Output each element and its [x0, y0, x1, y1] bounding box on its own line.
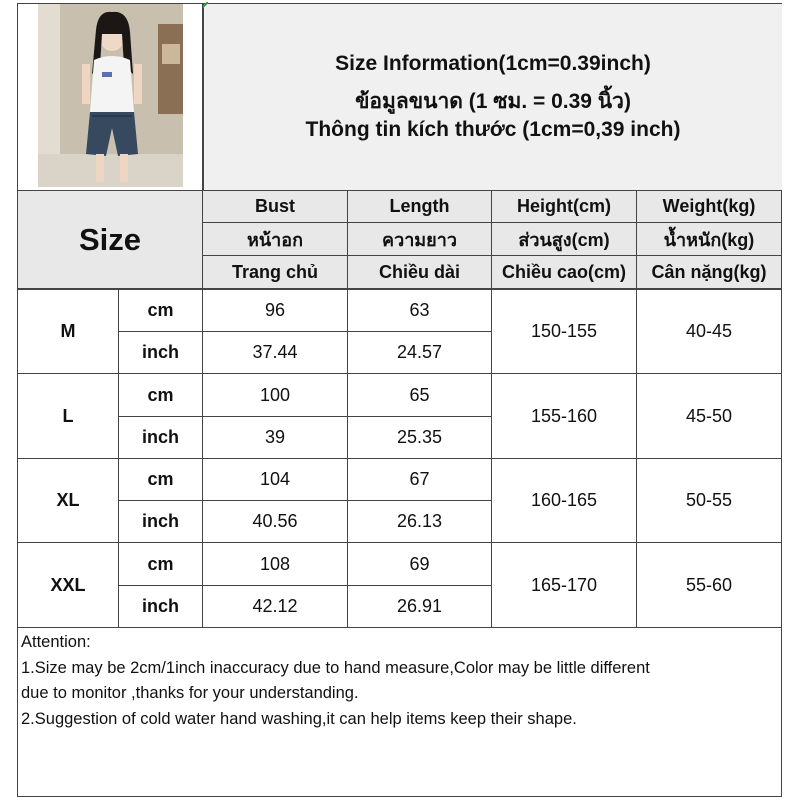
- weight-range: 45-50: [685, 405, 733, 426]
- grid-line: [17, 542, 782, 543]
- col-length-en: Length: [348, 191, 491, 222]
- length-inch-value: 26.13: [396, 511, 443, 531]
- grid-line: [118, 585, 492, 586]
- col-weight-vi: Cân nặng(kg): [637, 256, 781, 288]
- height-range: 150-155: [530, 321, 598, 341]
- unit-label-inch: inch: [141, 427, 179, 447]
- length-cm-value: 67: [409, 469, 430, 489]
- row-size-m: M: [60, 321, 76, 341]
- unit-label-cm: cm: [147, 469, 174, 489]
- header-title-vi: Thông tin kích thước (1cm=0,39 inch): [305, 118, 681, 141]
- col-height-vi: Chiều cao(cm): [492, 256, 636, 288]
- length-inch-value: 26.91: [396, 596, 443, 616]
- unit-label-inch: inch: [141, 596, 179, 616]
- attention-notes: [21, 630, 781, 732]
- bust-cm-value: 104: [259, 469, 291, 489]
- grid-line: [17, 288, 782, 290]
- col-bust-en: Bust: [203, 191, 347, 222]
- weight-range: 55-60: [685, 574, 733, 595]
- col-height-en: Height(cm): [492, 191, 636, 222]
- bust-inch-value: 42.12: [252, 596, 298, 616]
- col-height-th: ส่วนสูง(cm): [492, 223, 636, 255]
- weight-range: 50-55: [685, 490, 733, 510]
- col-length-th: ความยาว: [348, 223, 491, 255]
- row-size-xxl: XXL: [50, 574, 86, 595]
- length-cm-value: 65: [409, 384, 430, 405]
- unit-label-inch: inch: [141, 511, 179, 531]
- grid-line: [118, 289, 119, 627]
- size-column-title: Size: [18, 191, 202, 288]
- bust-cm-value: 96: [264, 300, 286, 320]
- header-title-en: Size Information(1cm=0.39inch): [335, 52, 651, 75]
- grid-line: [636, 190, 637, 627]
- grid-line: [202, 222, 782, 223]
- col-weight-en: Weight(kg): [637, 191, 781, 222]
- bust-inch-value: 39: [264, 427, 286, 447]
- length-inch-value: 24.57: [396, 342, 443, 362]
- height-range: 155-160: [530, 405, 598, 426]
- grid-line: [17, 458, 782, 459]
- unit-label-cm: cm: [147, 553, 174, 574]
- weight-range: 40-45: [685, 321, 733, 341]
- grid-line: [118, 500, 492, 501]
- col-bust-vi: Trang chủ: [203, 256, 347, 288]
- length-inch-value: 25.35: [396, 427, 443, 447]
- row-size-xl: XL: [56, 490, 80, 510]
- length-cm-value: 63: [409, 300, 430, 320]
- grid-line: [118, 416, 492, 417]
- grid-line: [202, 3, 203, 627]
- grid-line: [17, 190, 782, 191]
- row-size-l: L: [62, 405, 74, 426]
- attention-title: Attention:: [21, 633, 91, 651]
- grid-line: [491, 190, 492, 627]
- bust-cm-value: 100: [259, 384, 291, 405]
- grid-line: [118, 331, 492, 332]
- unit-label-cm: cm: [147, 384, 174, 405]
- product-photo: [38, 4, 183, 187]
- bust-inch-value: 37.44: [252, 342, 298, 362]
- grid-line: [17, 373, 782, 374]
- bust-cm-value: 108: [259, 553, 291, 574]
- grid-line: [347, 190, 348, 627]
- attention-note-2: 2.Suggestion of cold water hand washing,it can help items keep their shape.: [21, 709, 577, 728]
- attention-note-1: 1.Size may be 2cm/1inch inaccuracy due to hand measure,Color may be little different: [21, 658, 650, 677]
- attention-note-1-cont: due to monitor ,thanks for your understanding.: [21, 684, 359, 702]
- grid-line: [17, 627, 782, 628]
- bust-inch-value: 40.56: [252, 511, 298, 531]
- header-title-th: ข้อมูลขนาด (1 ซม. = 0.39 นิ้ว): [355, 90, 631, 113]
- height-range: 160-165: [530, 490, 598, 510]
- col-weight-th: น้ำหนัก(kg): [637, 223, 781, 255]
- height-range: 165-170: [530, 574, 598, 595]
- col-bust-th: หน้าอก: [203, 223, 347, 255]
- grid-line: [202, 255, 782, 256]
- unit-label-inch: inch: [141, 342, 179, 362]
- col-length-vi: Chiều dài: [348, 256, 491, 288]
- size-info-header: [203, 4, 782, 190]
- unit-label-cm: cm: [147, 300, 174, 320]
- length-cm-value: 69: [409, 553, 430, 574]
